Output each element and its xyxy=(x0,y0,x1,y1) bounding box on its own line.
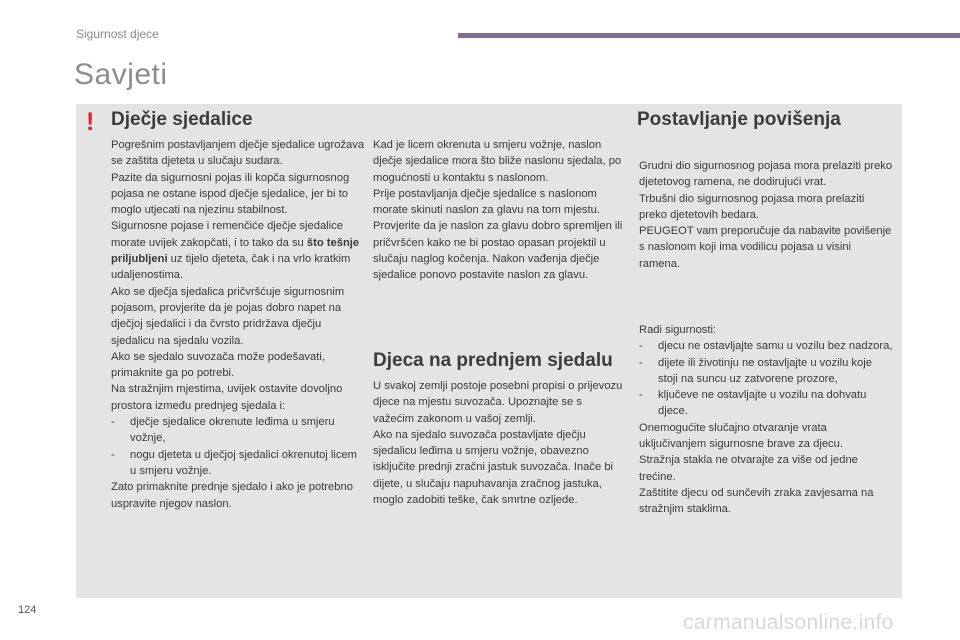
right-column-text xyxy=(639,158,894,272)
dash-bullet: - xyxy=(639,340,643,353)
list-item xyxy=(639,355,894,388)
list-item-text: nogu djeteta u dječjoj sjedalici okrenutoj licem u smjeru vožnje. xyxy=(130,448,357,477)
list-item xyxy=(639,387,894,420)
paragraph: Pazite da sigurnosni pojas ili kopča sigurnosnog pojasa ne ostane ispod dječje sjedalice, jer bi to moglo utjecati na njezinu stabilnost. xyxy=(111,171,350,217)
watermark: carmanualsonline.info xyxy=(683,611,894,634)
left-column-text xyxy=(111,137,366,512)
list-item xyxy=(111,447,366,480)
paragraph: Ako se dječja sjedalica pričvršćuje sigurnosnim pojasom, provjerite da je pojas dobro napet na dječjoj sjedalici i da čvrsto pridržava dječju sjedalicu na sjedalu vozila. xyxy=(111,285,345,347)
list-item-text: dijete ili životinju ne ostavljajte u vozilu koje stoji na suncu uz zatvorene prozore, xyxy=(658,356,872,385)
dash-bullet: - xyxy=(639,356,643,369)
page-number: 124 xyxy=(18,604,37,616)
header-accent-bar xyxy=(458,33,960,38)
paragraph: Trbušni dio sigurnosnog pojasa mora prelaziti preko djetetovih bedara. xyxy=(639,192,865,221)
heading-child-seats: Dječje sjedalice xyxy=(111,109,253,130)
dash-bullet: - xyxy=(111,448,115,461)
paragraph: Radi sigurnosti: xyxy=(639,324,717,336)
paragraph: U svakoj zemlji postoje posebni propisi o prijevozu djece na mjestu suvozača. Upoznajte se s važećim zakonom u vašoj zemlji. xyxy=(373,380,623,425)
paragraph: Pogrešnim postavljanjem dječje sjedalice ugrožava se zaštita djeteta u slučaju sudara. xyxy=(111,139,365,168)
paragraph: Na stražnjim mjestima, uvijek ostavite dovoljno prostora između prednjeg sjedala i: xyxy=(111,383,343,412)
paragraph: PEUGEOT vam preporučuje da nabavite povišenje s naslonom koji ima vodilicu pojasa u visini ramena. xyxy=(639,225,892,270)
list-item-text: dječje sjedalice okrenute leđima u smjeru vožnje, xyxy=(130,416,335,445)
paragraph: Zaštitite djecu od sunčevih zraka zavjesama na stražnjim staklima. xyxy=(639,486,874,516)
text-run: uz tijelo djeteta, čak i na vrlo kratkim udaljenostima. xyxy=(111,253,351,282)
paragraph: Prije postavljanja dječje sjedalice s naslonom morate skinuti naslon za glavu na tom mjestu. Provjerite da je naslon za glavu dobro spremljen ili pričvršćen kako ne bi postao opasan projektil u slučaju naglog kočenja. Nakon vađenja dječje sjedalice ponovo postavite naslon za glavu. xyxy=(373,187,623,282)
text-run: Sigurnosne pojase i remenčiće dječje sjedalice morate uvijek zakopčati, i to tako da su xyxy=(111,220,343,249)
section-title: Savjeti xyxy=(74,58,168,91)
paragraph: Kad je licem okrenuta u smjeru vožnje, naslon dječje sjedalice mora što bliže naslonu sjedala, po mogućnosti u kontaktu s naslonom. xyxy=(373,139,622,184)
warning-icon: ! xyxy=(86,108,95,136)
paragraph: Ako na sjedalo suvozača postavljate dječju sjedalicu leđima u smjeru vožnje, obavezno isključite prednji zračni jastuk suvozača. Inače bi dijete, u slučaju napuhavanja zračnog jastuka, moglo zadobiti teške, čak smrtne ozljede. xyxy=(373,428,614,507)
paragraph: Grudni dio sigurnosnog pojasa mora prelaziti preko djetetovog ramena, ne dodirujući vrat. xyxy=(639,160,893,189)
paragraph: Onemogućite slučajno otvaranje vrata uključivanjem sigurnosne brave za djecu. xyxy=(639,421,843,451)
list-item xyxy=(111,414,366,447)
list-item-text: djecu ne ostavljajte samu u vozilu bez nadzora, xyxy=(658,340,893,353)
middle-column-text-2 xyxy=(373,378,623,508)
dash-bullet: - xyxy=(111,416,115,429)
list-item xyxy=(639,338,894,354)
list-item-text: ključeve ne ostavljajte u vozilu na dohvatu djece. xyxy=(658,389,867,418)
dash-bullet: - xyxy=(639,389,643,402)
right-column-text-2 xyxy=(639,322,894,518)
paragraph: Zato primaknite prednje sjedalo i ako je potrebno uspravite njegov naslon. xyxy=(111,481,353,510)
header-title: Sigurnost djece xyxy=(76,27,159,41)
bold-text: što tešnje priljubljeni xyxy=(111,236,360,266)
paragraph xyxy=(111,218,366,283)
middle-column-text xyxy=(373,137,623,284)
heading-booster: Postavljanje povišenja xyxy=(637,109,841,130)
paragraph: Stražnja stakla ne otvarajte za više od jedne trećine. xyxy=(639,454,858,483)
paragraph: Ako se sjedalo suvozača može podešavati, primaknite ga po potrebi. xyxy=(111,350,325,380)
heading-front-seat: Djeca na prednjem sjedalu xyxy=(373,350,613,371)
